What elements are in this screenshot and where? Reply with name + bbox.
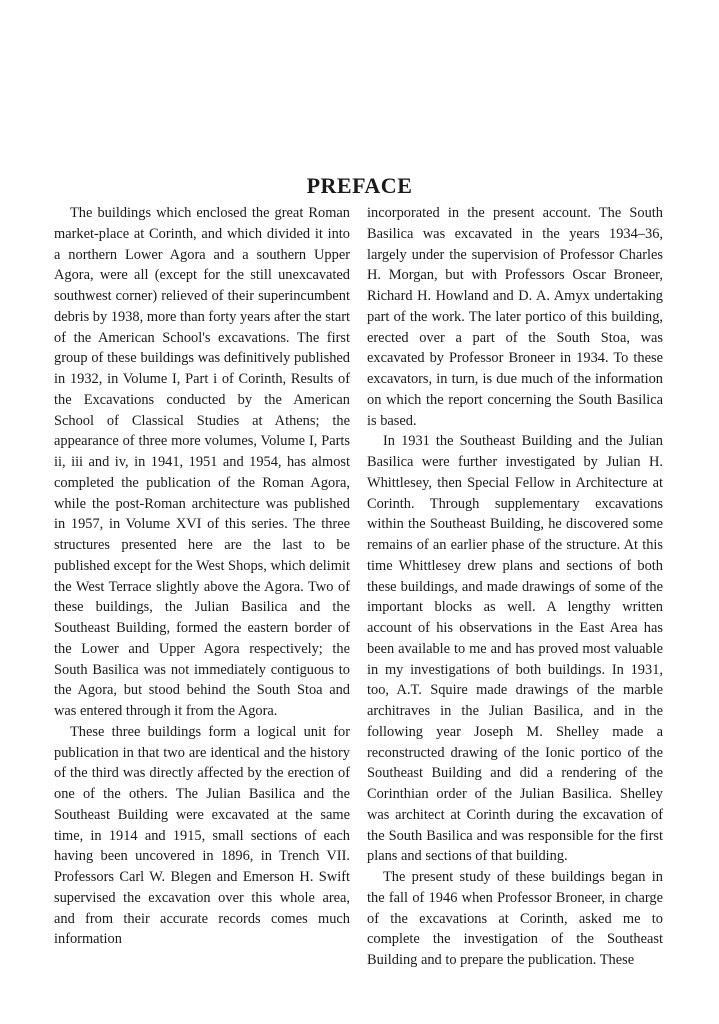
page-title: PREFACE (306, 172, 413, 198)
right-column (367, 203, 663, 971)
paragraph: The present study of these buildings began in the fall of 1946 when Professor Broneer, in charge of the excavations at Corinth, asked me to complete the investigation of the Southeast Building and to prepare the publication. These (367, 869, 663, 968)
paragraph: The buildings which enclosed the great Roman market-place at Corinth, and which divided it into a northern Lower Agora and a southern Upper Agora, were all (except for the still unexcavated southwest corner) relieved of their superincumbent debris by 1938, more than forty years after the start of the American School's excavations. The first group of these buildings was definitively published in 1932, in Volume I, Part i of Corinth, Results of the Excavations conducted by the American School of Classical Studies at Athens; the appearance of three more volumes, Volume I, Parts ii, iii and iv, in 1941, 1951 and 1954, has almost completed the publication of the Roman Agora, while the post-Roman architecture was published in 1957, in Volume XVI of this series. The three structures presented here are the last to be published except for the West Shops, which delimit the West Terrace slightly above the Agora. Two of these buildings, the Julian Basilica and the Southeast Building, formed the eastern border of the Lower and Upper Agora respectively; the South Basilica was not immediately contiguous to the Agora, but stood behind the South Stoa and was entered through it from the Agora. (54, 205, 350, 719)
left-column (54, 203, 350, 950)
paragraph: These three buildings form a logical unit for publication in that two are identical and the history of the third was directly affected by the erection of one of the others. The Julian Basilica and the Southeast Building were excavated at the same time, in 1914 and 1915, small sections of each having been uncovered in 1896, in Trench VII. Professors Carl W. Blegen and Emerson H. Swift supervised the excavation over this whole area, and from their accurate records comes much information (54, 723, 350, 948)
paragraph-continued: incorporated in the present account. The South Basilica was excavated in the years 1934–36, largely under the supervision of Professor Charles H. Morgan, but with Professors Oscar Broneer, Richard H. Howland and D. A. Amyx undertaking part of the work. The later portico of this building, erected over a part of the South Stoa, was excavated by Professor Broneer in 1934. To these excavators, in turn, is due much of the information on which the report concerning the South Basilica is based. (367, 205, 663, 429)
paragraph: In 1931 the Southeast Building and the Julian Basilica were further investigated by Julian H. Whittlesey, then Special Fellow in Architecture at Corinth. Through supplementary excavations within the Southeast Building, he discovered some remains of an earlier phase of the structure. At this time Whittlesey drew plans and sections of both these buildings, and made drawings of some of the important blocks as well. A lengthy written account of his observations in the East Area has been available to me and has proved most valuable in my investigations of both buildings. In 1931, too, A.T. Squire made drawings of the marble architraves in the Julian Basilica, and in the following year Joseph M. Shelley made a reconstructed drawing of the Ionic portico of the Southeast Building and did a rendering of the Corinthian order of the Julian Basilica. Shelley was architect at Corinth during the excavation of the South Basilica and was responsible for the first plans and sections of that building. (367, 433, 663, 865)
